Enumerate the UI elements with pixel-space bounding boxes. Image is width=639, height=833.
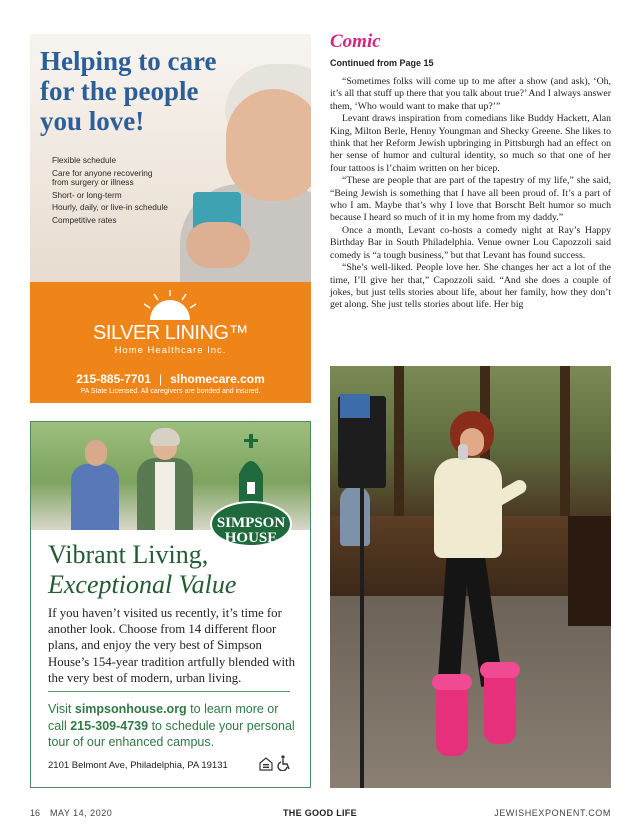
comedian-performing-photo xyxy=(330,366,611,788)
microphone-icon xyxy=(458,444,468,460)
feature-item: Hourly, daily, or live-in schedule xyxy=(52,202,168,213)
article-body xyxy=(330,76,611,312)
call-to-action xyxy=(48,701,300,751)
article-kicker: Comic xyxy=(330,31,381,52)
cta-text: Visit xyxy=(48,702,75,716)
emblem-year: 1865 xyxy=(244,546,258,554)
equal-housing-icon xyxy=(259,757,273,771)
phone-link[interactable]: 215-309-4739 xyxy=(70,718,149,733)
emblem-line2: HOUSE xyxy=(224,530,278,546)
divider xyxy=(48,691,290,692)
brand-name: SILVER LINING™ xyxy=(93,322,248,344)
ad-title-line2: Exceptional Value xyxy=(48,570,237,599)
feature-item: Short- or long-term xyxy=(52,189,122,200)
continued-from: Continued from Page 15 xyxy=(330,58,434,68)
simpson-house-ad[interactable] xyxy=(30,421,311,788)
page-number: 16 xyxy=(30,808,41,818)
phone-link[interactable]: 215-885-7701 xyxy=(76,372,151,386)
emblem-line1: SIMPSON xyxy=(216,515,286,531)
ad-contact-banner xyxy=(30,282,311,403)
website-link[interactable]: simpsonhouse.org xyxy=(74,702,187,716)
section-name: THE GOOD LIFE xyxy=(283,808,357,818)
sunrise-logo-icon xyxy=(144,290,196,320)
ad-body-text: If you haven’t visited us recently, it’s time for another look. Choose from 14 different floor plans, and enjoy the very best of Simpson House’s 154-year tradition artfully blended with the very best of modern, urban living. xyxy=(48,606,295,685)
license-note: PA State Licensed. All caregivers are bonded and insured. xyxy=(80,388,261,395)
article-paragraph: “Sometimes folks will come up to me after a show (and ask), ‘Oh, it’s all that stuff up there that you talk about true?’ And I always answer them, ‘Who would want to make that up?’” xyxy=(330,76,611,112)
feature-item: Care for anyone recovering from surgery or illness xyxy=(52,167,153,188)
wheelchair-accessible-icon xyxy=(277,755,291,771)
address: 2101 Belmont Ave, Philadelphia, PA 19131 xyxy=(48,760,228,771)
article-paragraph: Once a month, Levant co-hosts a comedy night at Ray’s Happy Birthday Bar in South Philadelphia. Venue owner Lou Capozzoli said comedy is “a tough business,” but that Levant has found success. xyxy=(330,224,611,261)
feature-item: Flexible schedule xyxy=(52,155,117,165)
ad-headline: Helping to care for the people you love! xyxy=(40,46,217,136)
brand-subtitle: Home Healthcare Inc. xyxy=(114,345,227,356)
issue-date: MAY 14, 2020 xyxy=(50,808,113,818)
website-link[interactable]: slhomecare.com xyxy=(170,372,265,386)
cta-text: to schedule your personal tour of our enhanced campus. xyxy=(48,718,295,749)
contact-line xyxy=(30,372,311,386)
feature-list xyxy=(52,156,170,229)
article-paragraph: Levant draws inspiration from comedians like Buddy Hackett, Alan King, Milton Berle, Henny Youngman and Shecky Greene. She likes to think that her Reform Jewish upbringing in Pittsburgh had an effect on her sense of humor and cultural identity, so much so that one of her four tattoos is l’chaim written on her bicep. xyxy=(330,113,611,174)
feature-item: Competitive rates xyxy=(52,214,117,225)
publication-website[interactable]: JEWISHEXPONENT.COM xyxy=(494,808,611,818)
silver-lining-ad[interactable] xyxy=(30,34,311,403)
article-paragraph: “These are people that are part of the tapestry of my life,” she said, “Being Jewish is something that I have all been proud of. It’s a part of who I am. Maybe that’s why I love that Borscht Belt humor so much because I heard so much of it in my home from my daddy.” xyxy=(330,175,611,224)
ad-title-line1: Vibrant Living, xyxy=(48,540,209,569)
separator: | xyxy=(158,372,163,386)
article-paragraph: “She’s well-liked. People love her. She changes her act a lot of the time, I’ll give her that,” Capozzoli said. “And she does a couple of jokes, but just tells stories about life, about her family, how they don’t get along. She just tells stories about life. Her big xyxy=(330,262,611,311)
cta-text: to learn more or call xyxy=(48,702,279,733)
